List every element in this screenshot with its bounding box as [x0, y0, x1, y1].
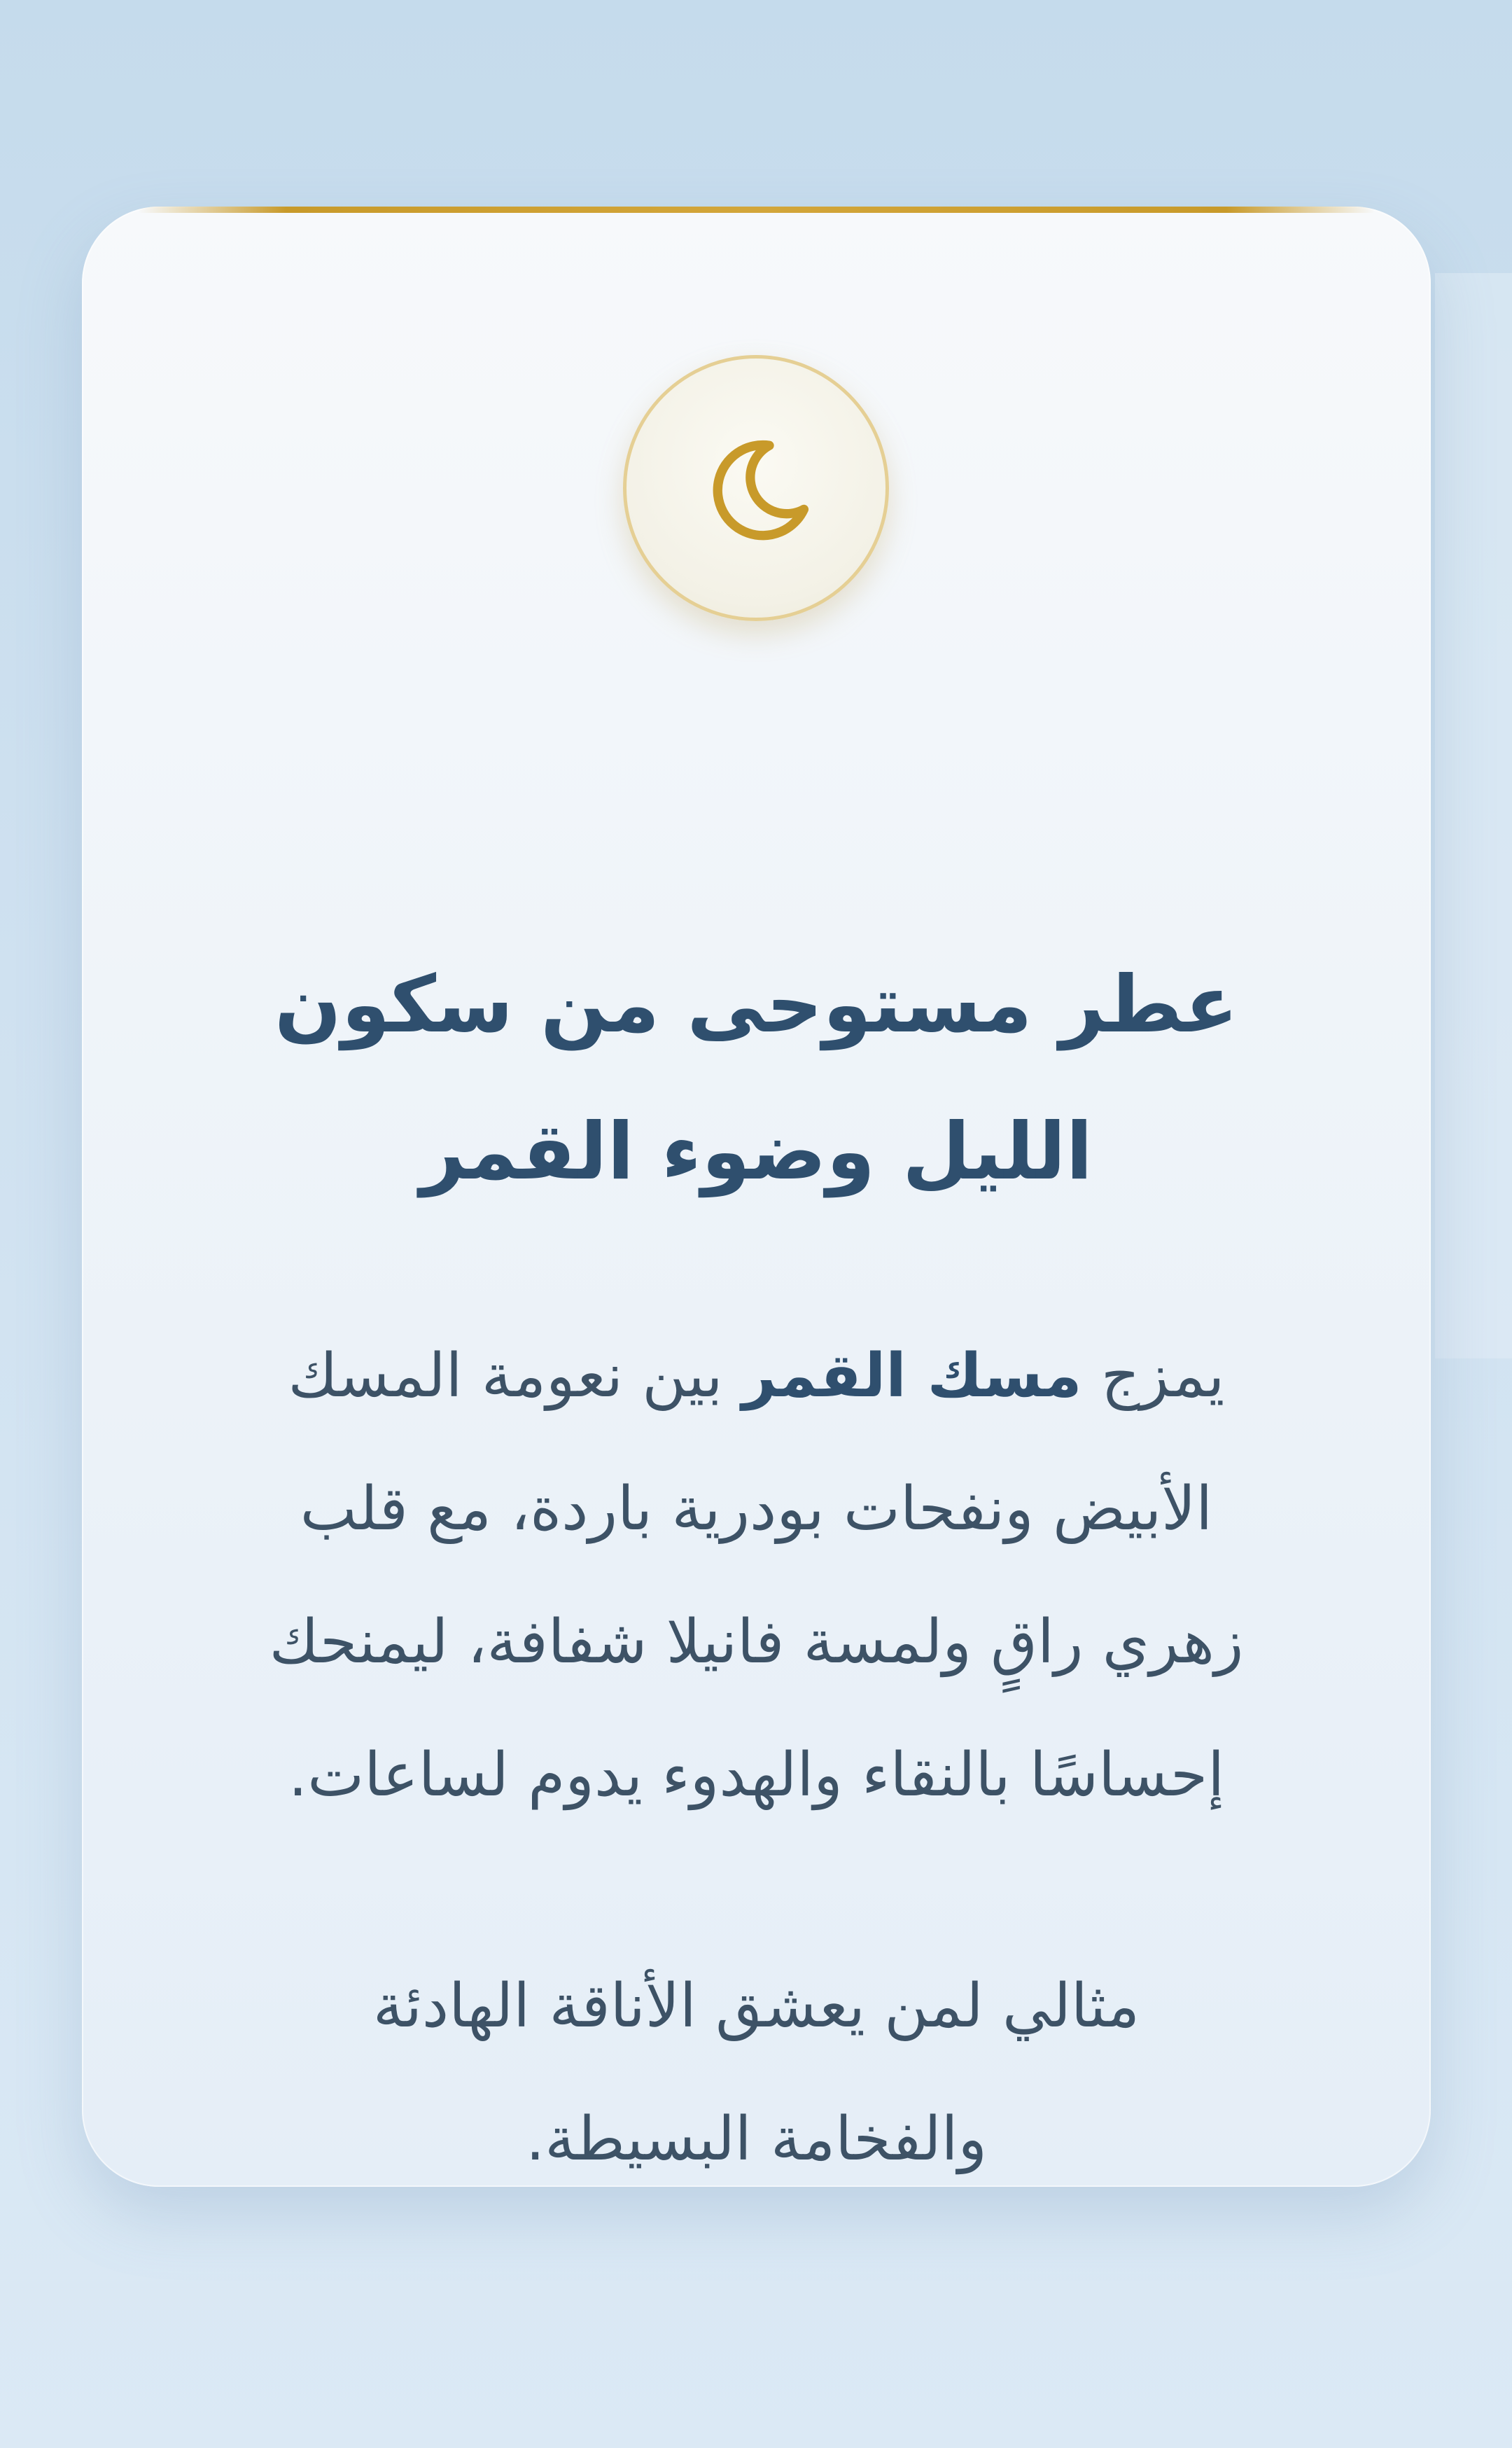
- description-line-3: زهري راقٍ ولمسة فانيلا شفافة، ليمنحك: [269, 1607, 1244, 1677]
- tagline-line-1: مثالي لمن يعشق الأناقة الهادئة: [372, 1971, 1140, 2041]
- description-line-1-suffix: بين نعومة المسك: [288, 1341, 742, 1411]
- background-panel: [1435, 273, 1512, 1358]
- card-title: [166, 931, 1347, 1225]
- title-line-1: عطر مستوحى من سكون: [274, 959, 1238, 1050]
- gold-accent-line: [138, 207, 1375, 213]
- title-line-2: الليل وضوء القمر: [420, 1106, 1093, 1197]
- description-line-2: الأبيض ونفحات بودرية باردة، مع قلب: [300, 1474, 1213, 1544]
- tagline-line-2: والفخامة البسيطة.: [525, 2104, 988, 2174]
- tagline: [208, 1940, 1305, 2187]
- crescent-moon-icon: [690, 422, 822, 555]
- product-name: مسك القمر: [741, 1341, 1082, 1411]
- product-description: [208, 1309, 1305, 1842]
- description-line-1-prefix: يمزج: [1082, 1341, 1225, 1411]
- moon-badge: [623, 355, 889, 621]
- description-line-4: إحساسًا بالنقاء والهدوء يدوم لساعات.: [288, 1740, 1225, 1810]
- product-description-card: [82, 207, 1431, 2187]
- description-line-1: [208, 1309, 1305, 1442]
